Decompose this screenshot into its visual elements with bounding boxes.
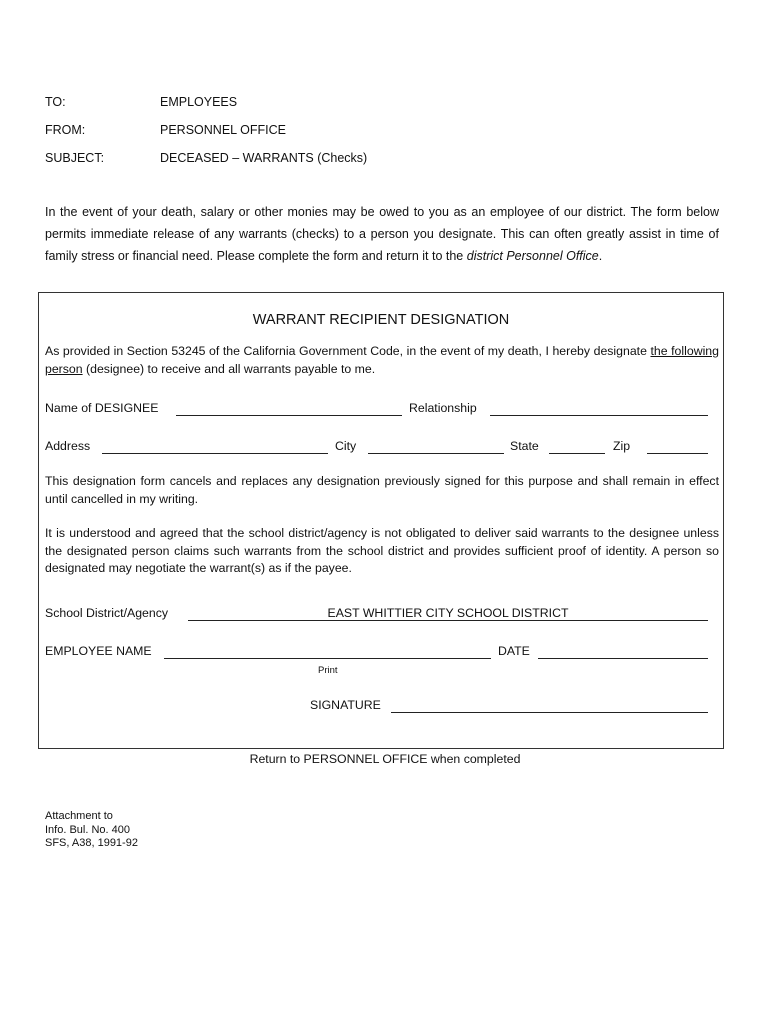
intro-text: In the event of your death, salary or other monies may be owed to you as an employee of our district. The form below permits immediate release of any warrants (checks) to a person you designate. This can often greatly assist in time of family stress or financial need. Please complete the form and return it to the [45, 205, 719, 263]
employee-name-label: EMPLOYEE NAME [45, 644, 152, 658]
signature-label: SIGNATURE [310, 698, 381, 712]
print-hint: Print [318, 665, 338, 676]
to-value: EMPLOYEES [160, 95, 238, 109]
designation-form [38, 292, 724, 749]
relationship-label: Relationship [409, 401, 477, 415]
designee-name-field[interactable] [176, 415, 402, 416]
provision-underlined: the following person [45, 344, 719, 376]
address-field[interactable] [102, 453, 328, 454]
city-label: City [335, 439, 357, 453]
return-instruction: Return to PERSONNEL OFFICE when completed [249, 752, 521, 766]
attachment-line-2: Info. Bul. No. 400 [45, 823, 130, 836]
subject-label: SUBJECT: [45, 151, 105, 165]
date-field[interactable] [538, 658, 708, 659]
intro-italic-text: district Personnel Office [466, 249, 599, 263]
school-district-label: School District/Agency [45, 606, 169, 620]
attachment-line-3: SFS, A38, 1991-92 [45, 837, 138, 849]
attachment-note [45, 810, 138, 851]
provision-paragraph [45, 343, 719, 378]
provision-start: As provided in Section 53245 of the California Government Code, in the event of my death, I hereby designate [45, 344, 651, 358]
form-title: WARRANT RECIPIENT DESIGNATION [252, 312, 510, 328]
designee-name-label: Name of DESIGNEE [45, 401, 159, 415]
to-label: TO: [45, 95, 66, 109]
understood-paragraph: It is understood and agreed that the school district/agency is not obligated to deliver said warrants to the designee unless the designated person claims such warrants from the school district and provides sufficient proof of identity. A person so designated may negotiate the warrant(s) as if the payee. [45, 526, 719, 575]
school-district-field[interactable] [188, 620, 708, 621]
signature-field[interactable] [391, 712, 708, 713]
attachment-line-1: Attachment to [45, 810, 113, 822]
relationship-field[interactable] [490, 415, 708, 416]
zip-label: Zip [613, 439, 631, 453]
zip-field[interactable] [647, 453, 708, 454]
school-district-value: EAST WHITTIER CITY SCHOOL DISTRICT [327, 606, 569, 620]
city-field[interactable] [368, 453, 504, 454]
provision-end: (designee) to receive and all warrants payable to me. [82, 361, 376, 376]
intro-end: . [598, 249, 603, 263]
state-label: State [510, 439, 539, 453]
intro-paragraph [45, 201, 719, 267]
address-label: Address [45, 439, 91, 453]
from-value: PERSONNEL OFFICE [160, 123, 286, 137]
date-label: DATE [498, 644, 530, 658]
employee-name-field[interactable] [164, 658, 491, 659]
state-field[interactable] [549, 453, 605, 454]
cancel-paragraph: This designation form cancels and replaces any designation previously signed for this purpose and shall remain in effect until cancelled in my writing. [45, 474, 719, 506]
from-label: FROM: [45, 123, 86, 137]
subject-value: DECEASED – WARRANTS (Checks) [160, 151, 368, 165]
